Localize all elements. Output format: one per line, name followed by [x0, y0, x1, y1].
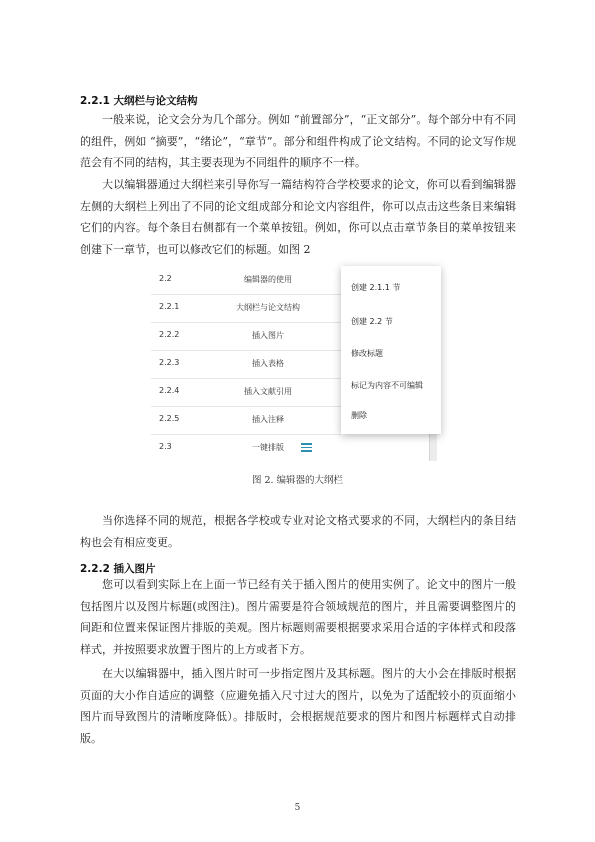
outline-label: 插入文献引用: [244, 387, 292, 396]
section-heading-2-2-1: 2.2.1 大纲栏与论文结构: [80, 95, 198, 107]
outline-number: 2.2.3: [159, 358, 180, 367]
outline-label: 编辑器的使用: [244, 275, 292, 284]
outline-row[interactable]: [151, 350, 341, 379]
outline-number: 2.2: [159, 274, 172, 283]
paragraph-outline-usage: 大以编辑器通过大纲栏来引导你写一篇结构符合学校要求的论文，你可以看到编辑器左侧的大纲栏上列出了不同的论文组成部分和论文内容组件，你可以点击这些条目来编辑它们的内容。每个条目右侧都有一个菜单按钮。例如，你可以点击章节条目的菜单按钮来创建下一章节，也可以修改它们的标题。如图 2: [80, 178, 516, 256]
section-heading-2-2-2: 2.2.2 插入图片: [80, 563, 156, 575]
menu-list-icon[interactable]: [301, 443, 312, 452]
paragraph-outline-variation: 当你选择不同的规范，根据各学校或专业对论文格式要求的不同，大纲栏内的条目结构也会有相应变更。: [80, 514, 516, 549]
outline-context-menu: [341, 266, 441, 434]
page-number: 5: [294, 803, 301, 813]
outline-row[interactable]: [151, 322, 341, 351]
menu-item-lock-content[interactable]: 标记为内容不可编辑: [351, 381, 423, 390]
figure-caption: 图 2. 编辑器的大纲栏: [251, 475, 344, 486]
outline-number: 2.2.5: [159, 414, 180, 423]
outline-label: 大纲栏与论文结构: [236, 303, 300, 312]
outline-tree: [151, 266, 341, 461]
outline-label: 插入图片: [252, 331, 284, 340]
menu-item-create-subsection[interactable]: 创建 2.1.1 节: [351, 283, 401, 292]
menu-item-rename[interactable]: 修改标题: [351, 349, 383, 358]
outline-figure: [151, 266, 441, 461]
outline-label: 一键排版: [252, 443, 284, 452]
outline-row[interactable]: [151, 406, 341, 435]
outline-number: 2.2.4: [159, 386, 180, 395]
menu-item-create-section[interactable]: 创建 2.2 节: [351, 317, 393, 326]
outline-row[interactable]: [151, 266, 341, 295]
outline-row[interactable]: [151, 434, 341, 462]
paragraph-image-overview: 您可以看到实际上在上面一节已经有关于插入图片的使用实例了。论文中的图片一般包括图片以及图片标题(或图注)。图片需要是符合领域规范的图片，并且需要调整图片的间距和位置来保证图片排版的美观。图片标题则需要根据要求采用合适的字体样式和段落样式，并按照要求放置于图片的上方或者下方。: [80, 578, 516, 656]
paragraph-image-insertion: 在大以编辑器中，插入图片时可一步指定图片及其标题。图片的大小会在排版时根据页面的大小作自适应的调整（应避免插入尺寸过大的图片，以免为了适配较小的页面缩小图片而导致图片的清晰度降低）。排版时，会根据规范要求的图片和图片标题样式自动排版。: [80, 667, 516, 745]
outline-row[interactable]: [151, 378, 341, 407]
outline-row[interactable]: [151, 294, 341, 323]
outline-number: 2.2.1: [159, 302, 180, 311]
outline-label: 插入表格: [252, 359, 284, 368]
paragraph-document-structure: 一般来说，论文会分为几个部分。例如 “前置部分”，“正文部分”。每个部分中有不同的组件，例如 “摘要”，“绪论”，“章节”。部分和组件构成了论文结构。不同的论文写作规范会有不同的结构，其主要表现为不同组件的顺序不一样。: [80, 113, 516, 169]
outline-label: 插入注释: [252, 415, 284, 424]
menu-item-delete[interactable]: 删除: [351, 411, 367, 420]
outline-number: 2.3: [159, 442, 172, 451]
outline-number: 2.2.2: [159, 330, 180, 339]
